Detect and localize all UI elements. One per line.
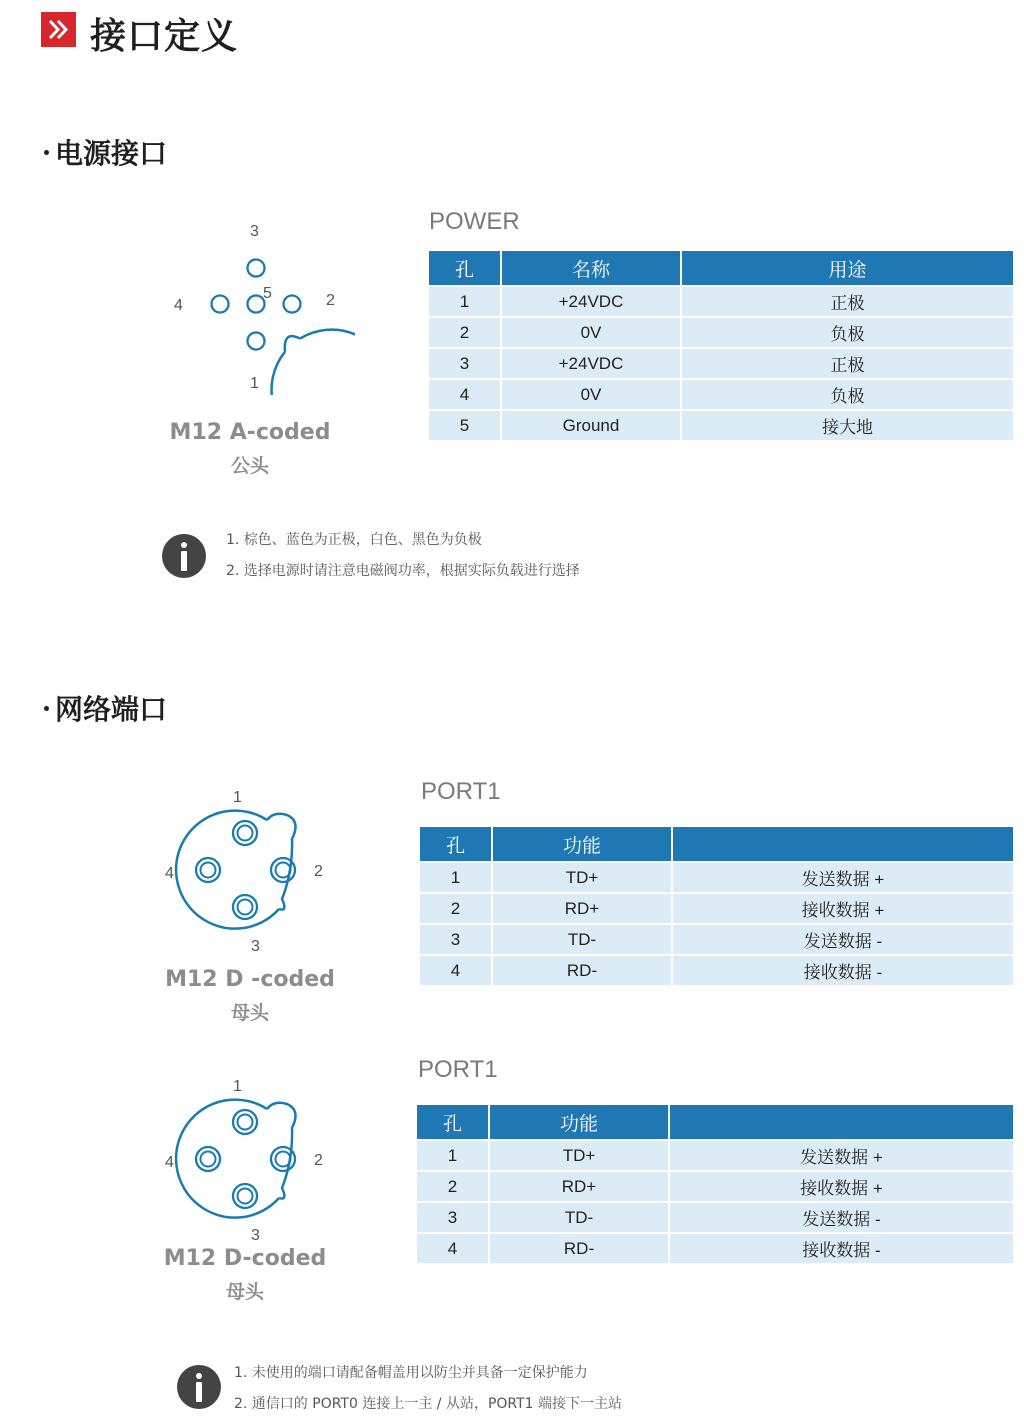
table-cell: 负极 <box>682 380 1013 409</box>
table-cell: 接收数据 - <box>670 1234 1013 1263</box>
network-note-1: 1. 未使用的端口请配备帽盖用以防尘并具备一定保护能力 <box>234 1365 588 1381</box>
column-header: 功能 <box>493 827 671 861</box>
bullet-dot <box>44 150 49 155</box>
table-cell: TD+ <box>493 863 671 892</box>
table-row <box>420 925 1013 954</box>
m12-d-coded-diagram-1 <box>150 781 340 965</box>
table-row <box>420 894 1013 923</box>
connector-outline <box>176 811 279 929</box>
network-section-title <box>44 688 167 728</box>
connector-code: M12 D-coded <box>163 1246 327 1271</box>
pin-label-3: 3 <box>251 1227 260 1244</box>
table-row <box>417 1141 1013 1170</box>
connector-gender: 母头 <box>230 1002 269 1024</box>
table-cell: 4 <box>420 956 491 985</box>
page-title: 接口定义 <box>90 16 239 57</box>
pin-label-2: 2 <box>314 1152 323 1169</box>
column-header <box>673 827 1013 861</box>
port-table-label-2: PORT1 <box>418 1056 498 1083</box>
m12-d-coded-diagram-2 <box>150 1070 340 1254</box>
pin-label-4: 4 <box>165 1154 174 1171</box>
pin-5 <box>248 296 265 313</box>
table-cell: +24VDC <box>502 287 680 316</box>
table-cell: 接收数据 - <box>673 956 1013 985</box>
port1-connector-caption-2 <box>145 1242 345 1308</box>
section-marker-icon <box>41 12 76 47</box>
column-header <box>670 1105 1013 1139</box>
table-cell: 接收数据 + <box>673 894 1013 923</box>
power-pin-table <box>427 249 1015 442</box>
pin-label-5: 5 <box>263 285 272 302</box>
table-cell: TD- <box>493 925 671 954</box>
table-cell: 正极 <box>682 349 1013 378</box>
table-cell: 0V <box>502 318 680 347</box>
table-cell: 2 <box>417 1172 488 1201</box>
pin-label-4: 4 <box>174 297 183 314</box>
table-row <box>429 287 1013 316</box>
pin-1 <box>238 1115 253 1130</box>
table-header-row <box>420 827 1013 861</box>
table-cell: 4 <box>417 1234 488 1263</box>
port-pin-table-2 <box>415 1103 1015 1265</box>
pin-4 <box>212 296 229 313</box>
pin-1 <box>248 333 265 350</box>
table-cell: 3 <box>420 925 491 954</box>
table-cell: TD+ <box>490 1141 668 1170</box>
table-cell: 1 <box>417 1141 488 1170</box>
table-row <box>429 380 1013 409</box>
table-cell: 3 <box>429 349 500 378</box>
column-header: 孔 <box>420 827 491 861</box>
connector-code: M12 A-coded <box>169 420 331 445</box>
pin-2 <box>284 296 301 313</box>
column-header: 孔 <box>429 251 500 285</box>
table-cell: 接收数据 + <box>670 1172 1013 1201</box>
column-header: 用途 <box>682 251 1013 285</box>
table-row <box>417 1234 1013 1263</box>
pin-1 <box>238 826 253 841</box>
network-section-title-text: 网络端口 <box>55 693 168 726</box>
pin-2 <box>276 1152 291 1167</box>
table-cell: 0V <box>502 380 680 409</box>
table-row <box>420 863 1013 892</box>
table-cell: RD- <box>493 956 671 985</box>
table-cell: 发送数据 + <box>670 1141 1013 1170</box>
pin-label-1: 1 <box>233 1078 242 1095</box>
table-cell: Ground <box>502 411 680 440</box>
pin-2 <box>276 863 291 878</box>
table-row <box>417 1203 1013 1232</box>
table-cell: RD+ <box>493 894 671 923</box>
bullet-dot <box>44 706 49 711</box>
pin-label-1: 1 <box>233 789 242 806</box>
table-cell: RD- <box>490 1234 668 1263</box>
port1-connector-caption-1 <box>150 963 350 1029</box>
m12-a-coded-diagram <box>165 215 355 399</box>
table-header-row <box>417 1105 1013 1139</box>
port-pin-table-1 <box>418 825 1015 987</box>
port-table-label-1: PORT1 <box>421 778 501 805</box>
table-cell: 发送数据 - <box>673 925 1013 954</box>
pin-label-4: 4 <box>165 865 174 882</box>
network-note-2: 2. 通信口的 PORT0 连接上一主 / 从站，PORT1 端接下一主站 <box>234 1396 623 1412</box>
table-cell: 3 <box>417 1203 488 1232</box>
table-row <box>429 411 1013 440</box>
power-section-title <box>44 132 167 172</box>
table-cell: 接大地 <box>682 411 1013 440</box>
connector-gender: 公头 <box>230 455 269 477</box>
table-row <box>429 349 1013 378</box>
table-cell: 发送数据 - <box>670 1203 1013 1232</box>
power-note-2: 2. 选择电源时请注意电磁阀功率，根据实际负载进行选择 <box>226 563 580 579</box>
pin-label-2: 2 <box>314 863 323 880</box>
connector-gender: 母头 <box>225 1281 264 1303</box>
info-icon <box>177 1365 221 1409</box>
power-table-label: POWER <box>429 208 520 235</box>
pin-label-1: 1 <box>250 375 259 392</box>
column-header: 名称 <box>502 251 680 285</box>
info-icon <box>162 534 206 578</box>
column-header: 功能 <box>490 1105 668 1139</box>
table-cell: 1 <box>420 863 491 892</box>
connector-key-notch <box>285 336 300 352</box>
pin-3 <box>248 260 265 277</box>
table-header-row <box>429 251 1013 285</box>
table-cell: RD+ <box>490 1172 668 1201</box>
pin-3 <box>238 900 253 915</box>
column-header: 孔 <box>417 1105 488 1139</box>
table-cell: 2 <box>420 894 491 923</box>
connector-outline <box>272 330 355 395</box>
connector-code: M12 D -coded <box>165 967 335 992</box>
connector-outline <box>176 1100 279 1218</box>
table-row <box>429 318 1013 347</box>
table-cell: 负极 <box>682 318 1013 347</box>
pin-label-3: 3 <box>250 223 259 240</box>
table-cell: 2 <box>429 318 500 347</box>
power-section-title-text: 电源接口 <box>55 137 168 170</box>
table-cell: TD- <box>490 1203 668 1232</box>
pin-4 <box>201 863 216 878</box>
table-cell: 发送数据 + <box>673 863 1013 892</box>
table-cell: +24VDC <box>502 349 680 378</box>
table-cell: 4 <box>429 380 500 409</box>
table-row <box>420 956 1013 985</box>
pin-4 <box>201 1152 216 1167</box>
table-cell: 5 <box>429 411 500 440</box>
table-cell: 1 <box>429 287 500 316</box>
power-note-1: 1. 棕色、蓝色为正极，白色、黑色为负极 <box>226 532 482 548</box>
pin-label-3: 3 <box>251 938 260 955</box>
pin-label-2: 2 <box>326 292 335 309</box>
table-cell: 正极 <box>682 287 1013 316</box>
pin-3 <box>238 1189 253 1204</box>
power-connector-caption <box>150 416 350 482</box>
table-row <box>417 1172 1013 1201</box>
